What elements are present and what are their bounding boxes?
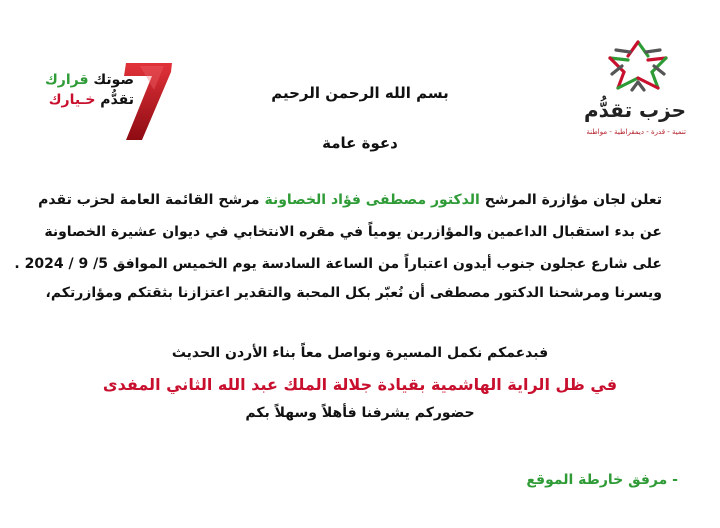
attachment-note: - مرفق خارطة الموقع bbox=[526, 472, 678, 488]
party-tagline: تنمية - قدرة - ديمقراطية - مواطنة bbox=[586, 128, 686, 136]
body-line-3: على شارع عجلون جنوب أيدون اعتباراً من الساعة السادسة يوم الخميس الموافق 5/ 9 / 2024 . bbox=[14, 256, 662, 272]
body-line-2: عن بدء استقبال الداعمين والمؤازرين يومياً في مقره الانتخابي في ديوان عشيرة الخصاونة bbox=[44, 224, 662, 240]
line-1-outro: مرشح القائمة العامة لحزب تقدم bbox=[38, 192, 265, 208]
closing-line-2: في ظل الراية الهاشمية بقيادة جلالة الملك عبد الله الثاني المفدى bbox=[102, 375, 618, 394]
basmala: بسم الله الرحمن الرحيم bbox=[271, 84, 449, 102]
invitation-title: دعوة عامة bbox=[322, 134, 398, 152]
slogan-your-vote: صوتك bbox=[88, 72, 134, 88]
line-1-intro: تعلن لجان مؤازرة المرشح bbox=[479, 192, 662, 208]
slogan-your-choice: خـيارك bbox=[48, 92, 96, 108]
body-line-1 bbox=[38, 192, 662, 208]
candidate-name: الدكتور مصطفى فؤاد الخصاونة bbox=[264, 192, 480, 208]
closing-line-1: فبدعمكم نكمل المسيرة ونواصل معاً بناء الأردن الحديث bbox=[171, 345, 549, 361]
closing-line-3: حضوركم يشرفنا فأهلاً وسهلاً بكم bbox=[245, 405, 475, 421]
body-line-4: ويسرنا ومرشحنا الدكتور مصطفى أن نُعبّر بكل المحبة والتقدير اعتزازنا بثقتكم ومؤازرتكم، bbox=[45, 285, 662, 301]
party-name: حزب تقدُّم bbox=[583, 98, 686, 122]
slogan-your-decision: قرارك bbox=[44, 72, 89, 88]
slogan-taqaddum: تقدُّم bbox=[95, 92, 134, 108]
